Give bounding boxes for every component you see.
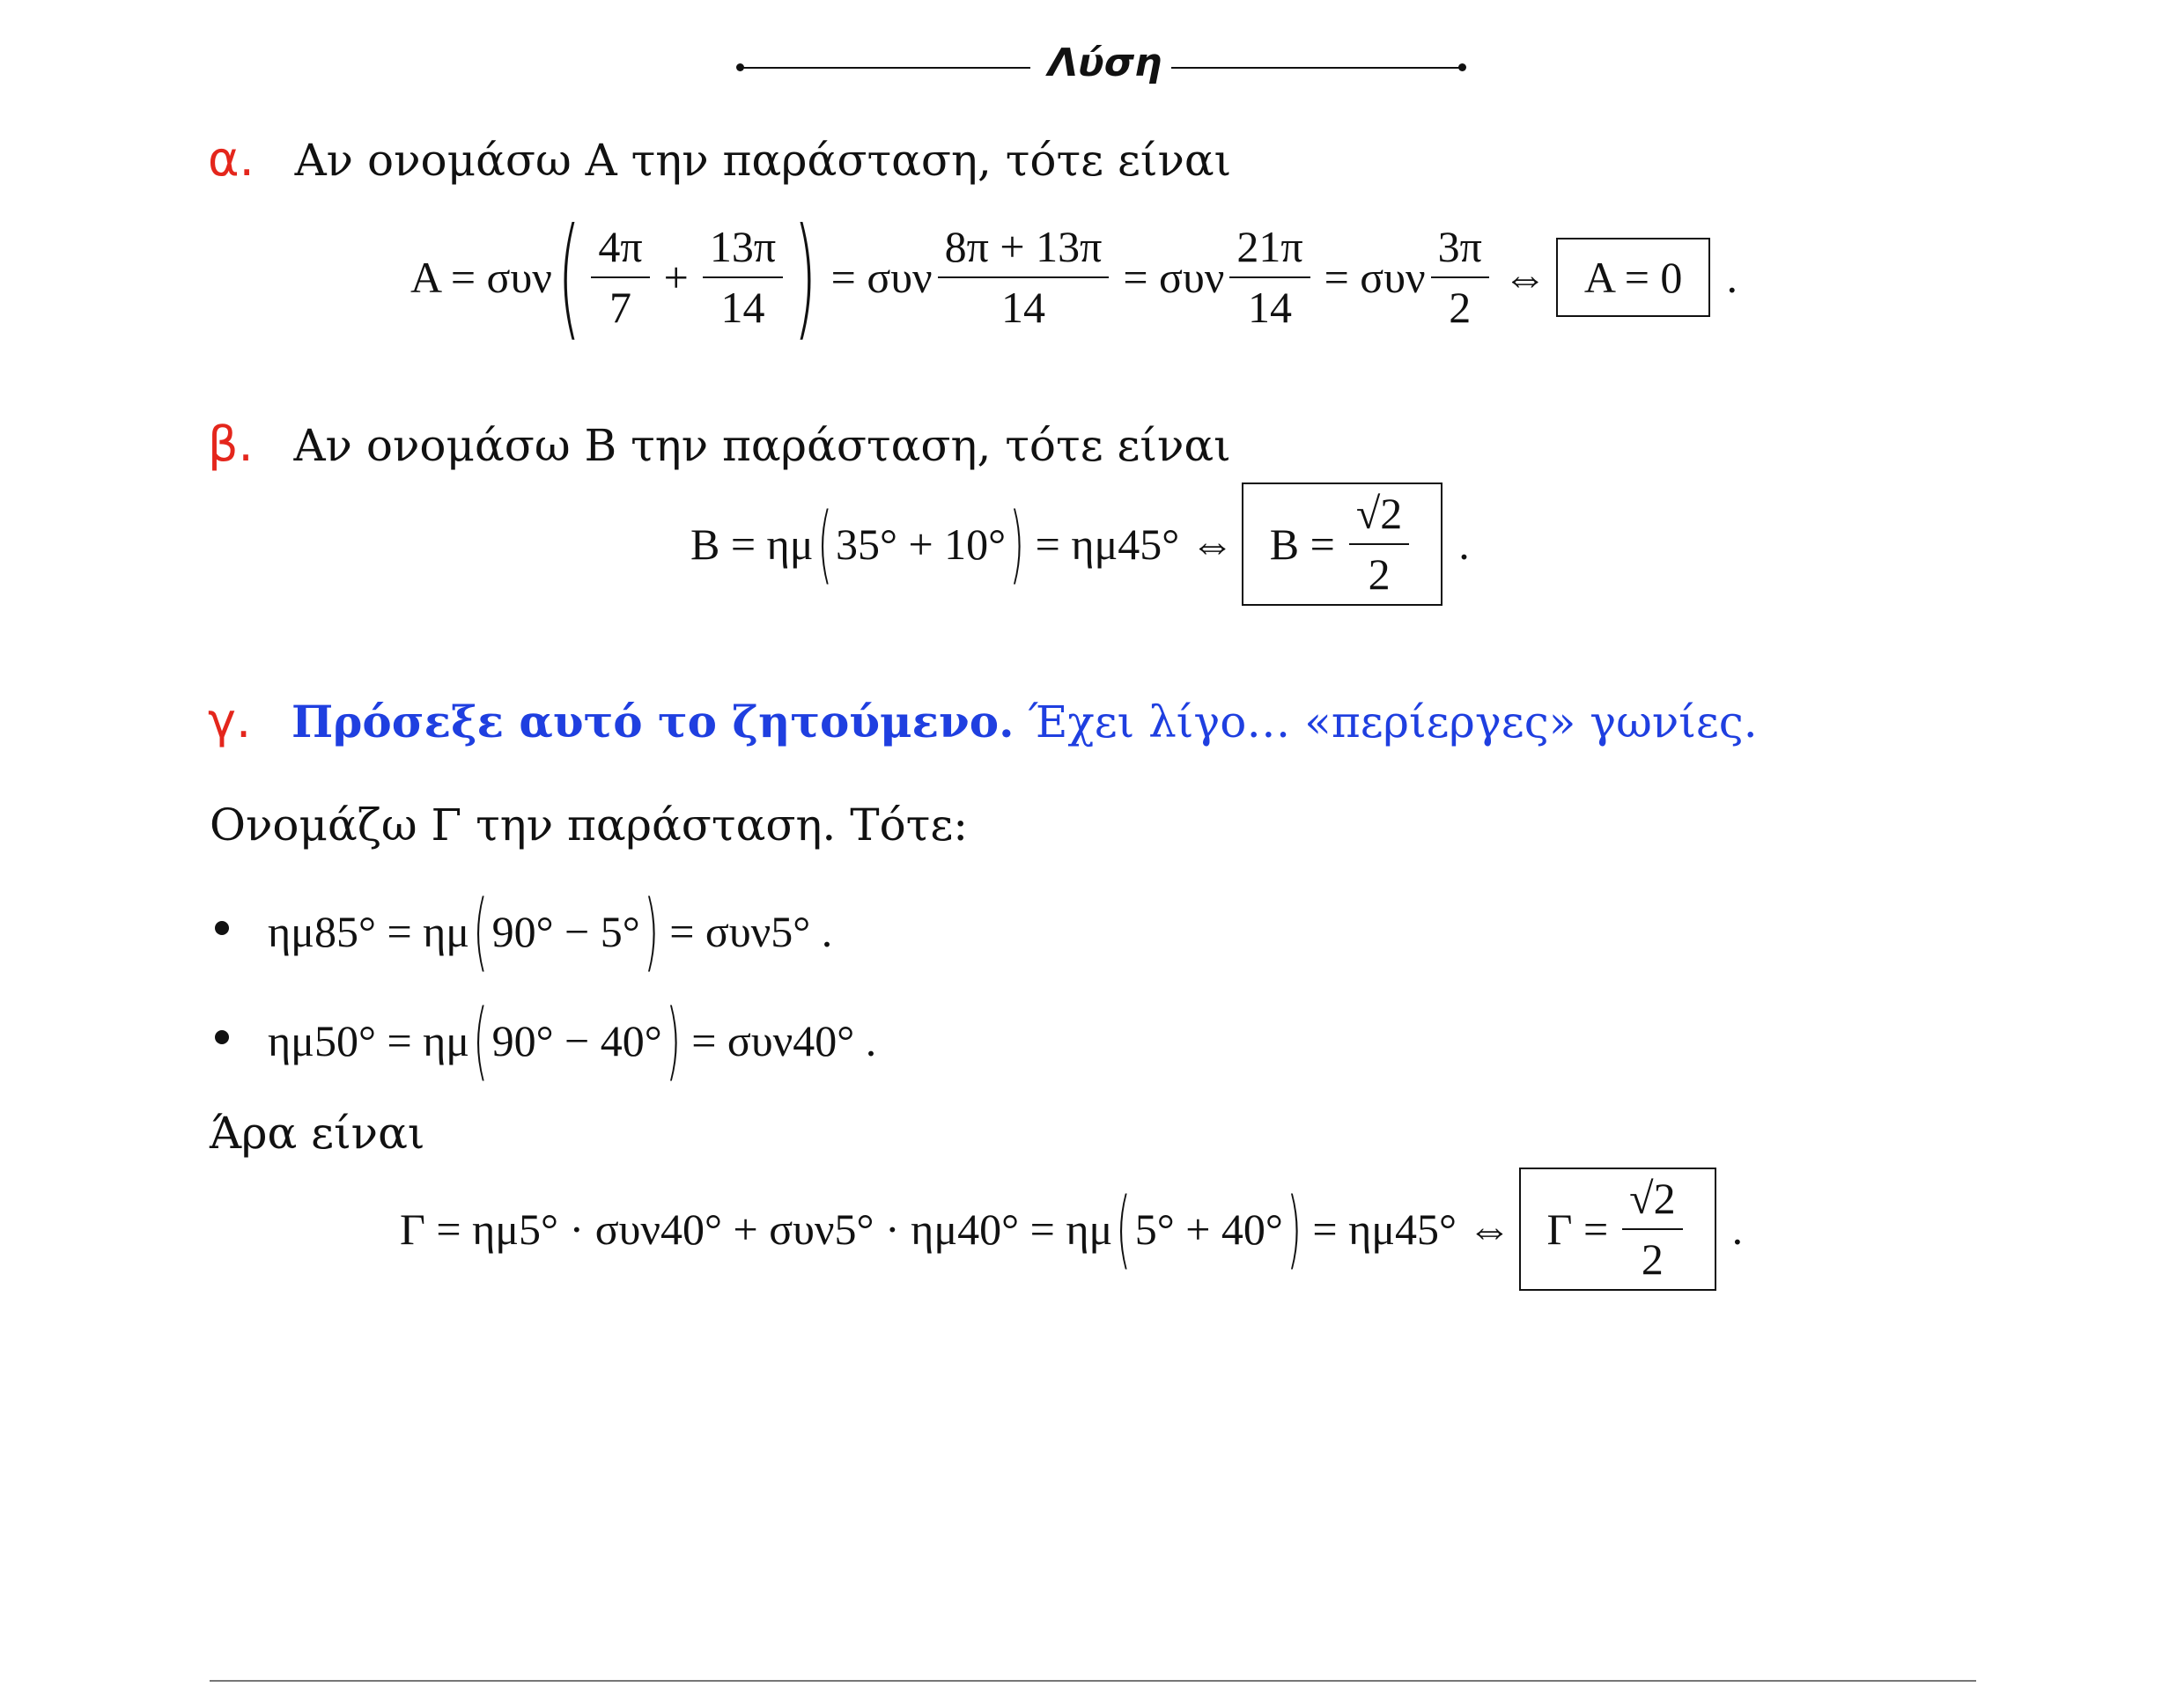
alpha-intro-line [208,131,1232,187]
alpha-equation [410,201,1738,354]
gamma-label: γ. [208,693,252,748]
gamma-ara: Άρα είναι [210,1108,425,1159]
beta-result-den: 2 [1368,549,1391,599]
alpha-frac-1-num: 4π [598,222,643,271]
beta-intro: Αν ονομάσω Β την παράσταση, τότε είναι [293,420,1231,471]
alpha-intro: Αν ονομάσω Α την παράσταση, τότε είναι [294,135,1232,186]
beta-rhs: = ημ45° ⇔ [1035,519,1235,569]
alpha-iff: ⇔ [1502,253,1547,302]
footer-rule [210,1680,1976,1682]
alpha-paren-left: ( [557,201,581,354]
gamma-bullet-2-dot [215,1030,229,1044]
gamma-bullet-1-rhs: = συν5° . [669,907,833,956]
gamma-bold-text: Πρόσεξε αυτό το ζητούμενο. [291,696,1015,748]
gamma-bullet-2-inner: 90° − 40° [491,1016,662,1065]
alpha-plus: + [663,253,689,302]
gamma-result-lhs: Γ = [1546,1204,1609,1254]
gamma-bullet-2 [268,991,877,1090]
beta-paren-right: ) [1009,495,1025,593]
alpha-paren-right: ) [793,201,817,354]
alpha-lhs: Α = συν [410,253,552,302]
alpha-eq4: = συν [1324,253,1426,302]
alpha-label: α. [208,131,255,187]
gamma-equation [400,1168,1743,1291]
beta-result-num: √2 [1355,489,1403,538]
gamma-result-den: 2 [1641,1234,1664,1284]
gamma-bullet-1-paren-right: ) [644,882,659,981]
alpha-result: Α = 0 [1583,253,1683,302]
alpha-frac-5 [1431,223,1489,332]
beta-intro-line [208,416,1231,472]
alpha-frac-4-num: 21π [1236,222,1303,271]
header-right-rule [1171,67,1462,69]
alpha-frac-1-den: 7 [609,283,632,332]
alpha-frac-3 [938,223,1110,332]
beta-label: β. [208,416,254,472]
alpha-frac-1 [591,223,649,332]
gamma-rhs: = ημ45° ⇔ [1312,1204,1512,1254]
gamma-intro: Ονομάζω Γ την παράσταση. Τότε: [210,799,969,851]
gamma-bullet-1-inner: 90° − 5° [491,907,640,956]
beta-equation [690,483,1470,606]
alpha-result-box [1556,238,1711,317]
gamma-lhs: Γ = ημ5° · συν40° + συν5° · ημ40° = ημ [400,1204,1113,1254]
gamma-bullet-1-dot [215,921,229,935]
header-left-rule [740,67,1030,69]
gamma-bullet-1 [268,882,833,981]
alpha-frac-4-den: 14 [1247,283,1292,332]
gamma-result-num: √2 [1629,1174,1676,1223]
beta-result-lhs: Β = [1269,519,1335,569]
gamma-bullet-1-paren-left: ( [473,882,489,981]
gamma-bullet-1-lhs: ημ85° = ημ [268,907,470,956]
gamma-paren-left: ( [1116,1180,1132,1278]
beta-lhs: Β = ημ [690,519,814,569]
beta-result-box [1242,483,1443,606]
alpha-frac-2 [703,223,783,332]
alpha-frac-2-den: 14 [720,283,765,332]
gamma-bullet-2-rhs: = συν40° . [691,1016,877,1065]
gamma-bullet-2-paren-left: ( [473,991,489,1090]
gamma-bullet-2-paren-right: ) [666,991,681,1090]
gamma-end: . [1731,1204,1744,1254]
alpha-end: . [1726,253,1738,302]
header-title: Λύση [1048,41,1162,85]
alpha-frac-5-den: 2 [1449,283,1472,332]
gamma-inner: 5° + 40° [1134,1204,1283,1254]
alpha-frac-4 [1229,223,1310,332]
alpha-frac-3-num: 8π + 13π [944,222,1103,271]
header-right-dot [1458,63,1466,71]
gamma-result-box [1519,1168,1716,1291]
gamma-heading-line [208,693,1758,748]
beta-end: . [1458,519,1470,569]
beta-result-frac [1349,490,1409,599]
gamma-result-frac [1622,1175,1682,1284]
alpha-eq3: = συν [1123,253,1225,302]
alpha-eq2: = συν [830,253,933,302]
alpha-frac-2-num: 13π [709,222,777,271]
gamma-rest-text: Έχει λίγο… «περίεργες» γωνίες. [1028,696,1758,748]
gamma-bullet-2-lhs: ημ50° = ημ [268,1016,470,1065]
beta-paren-left: ( [816,495,832,593]
beta-inner: 35° + 10° [835,519,1007,569]
gamma-paren-right: ) [1287,1180,1302,1278]
alpha-frac-3-den: 14 [1001,283,1045,332]
alpha-frac-5-num: 3π [1437,222,1482,271]
